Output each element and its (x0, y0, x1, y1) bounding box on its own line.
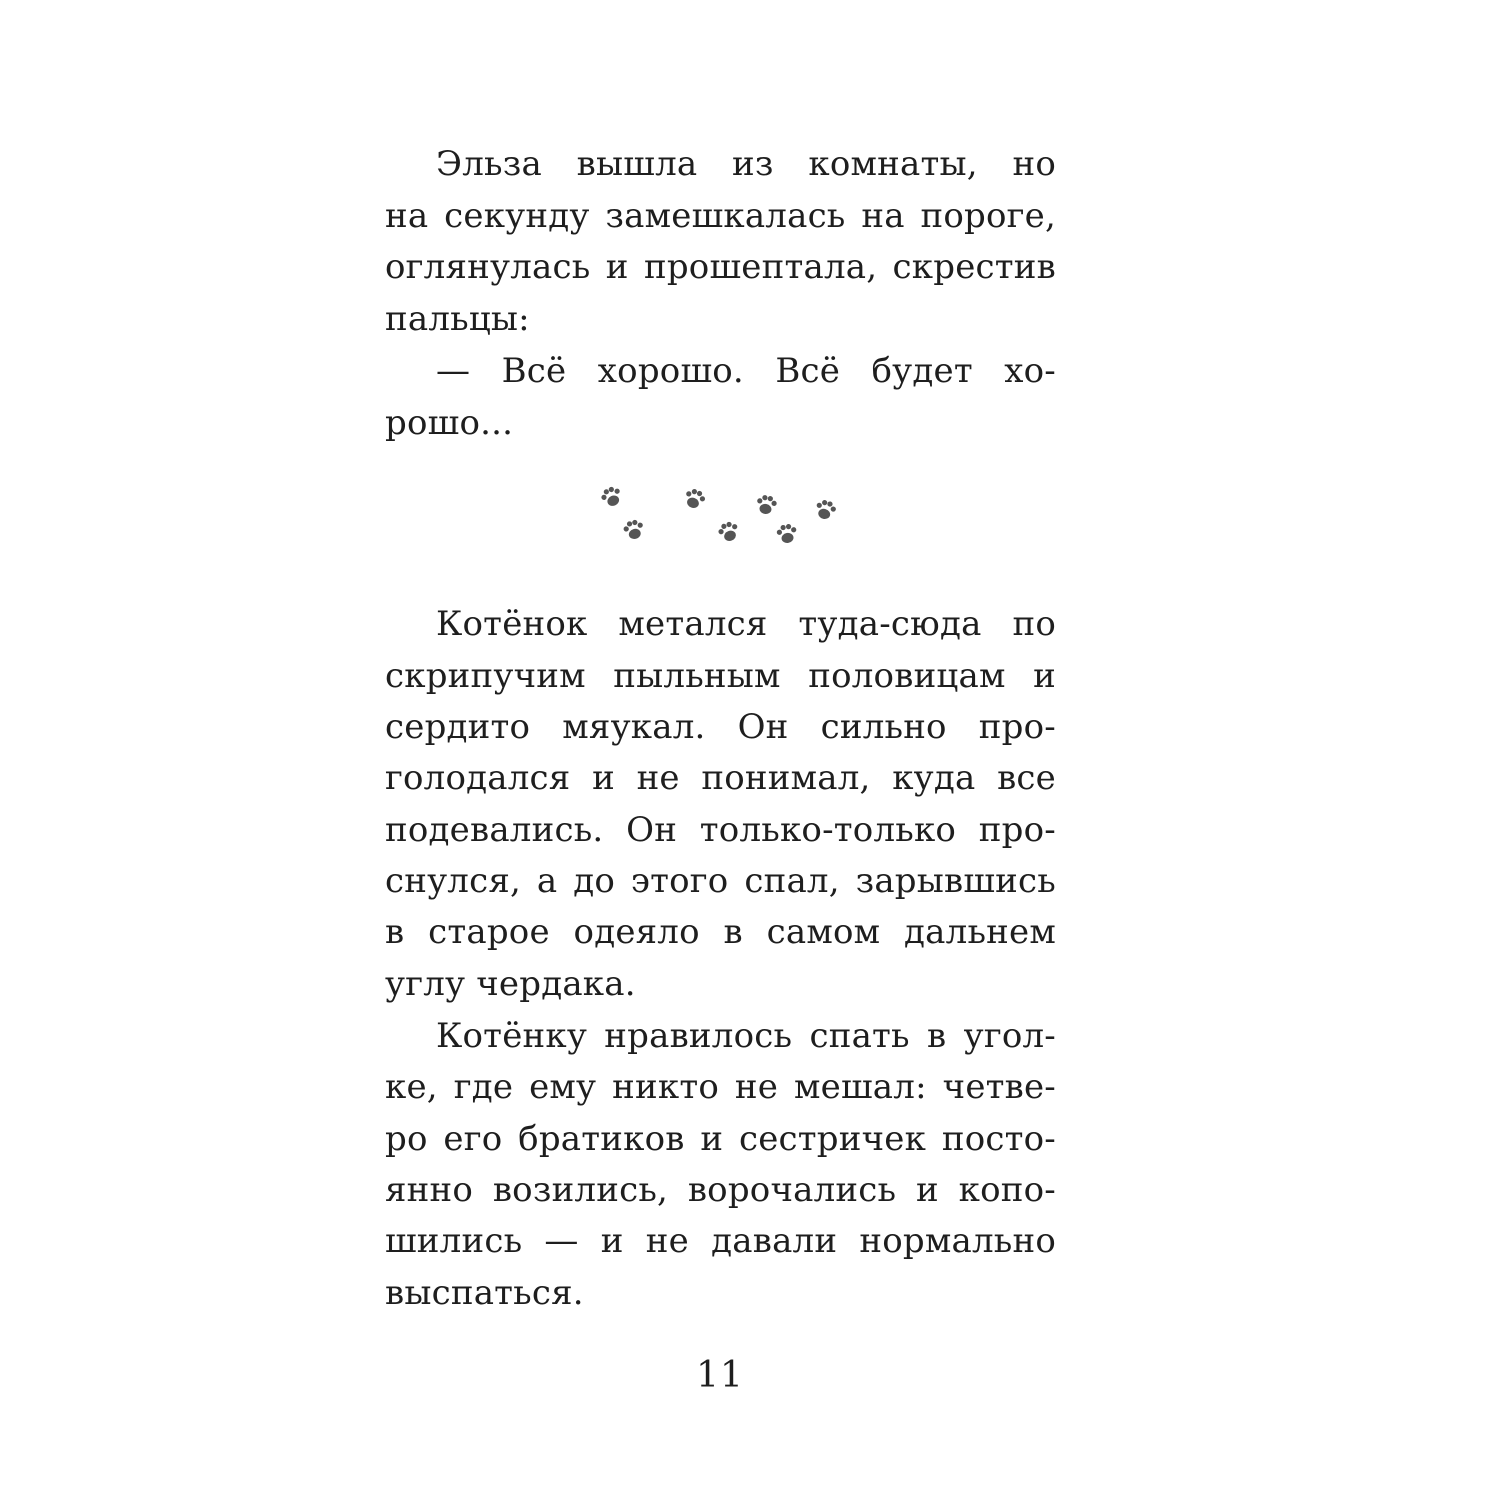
text-line: пальцы: (385, 299, 530, 339)
text-line: снулся, а до этого спал, зарывшись (385, 861, 1056, 901)
text-line: Котёнок метался туда-сюда по (436, 604, 1056, 644)
text-line: оглянулась и прошептала, скрестив (385, 247, 1056, 287)
text-line: ро его братиков и сестричек посто- (385, 1119, 1056, 1159)
text-line: выспаться. (385, 1273, 584, 1313)
text-line: сердито мяукал. Он сильно про- (385, 707, 1056, 747)
text-line: Эльза вышла из комнаты, но (436, 144, 1056, 184)
text-line: ке, где ему никто не мешал: четве- (385, 1067, 1056, 1107)
text-line: на секунду замешкалась на пороге, (385, 196, 1056, 236)
text-line: голодался и не понимал, куда все (385, 758, 1056, 798)
text-line: шились — и не давали нормально (385, 1221, 1056, 1261)
text-line: в старое одеяло в самом дальнем (385, 912, 1056, 952)
text-line: скрипучим пыльным половицам и (385, 656, 1056, 696)
text-line: янно возились, ворочались и копо- (385, 1170, 1056, 1210)
text-line: углу чердака. (385, 964, 636, 1004)
text-line: — Всё хорошо. Всё будет хо- (436, 351, 1056, 391)
text-line: рошо... (385, 403, 514, 443)
text-line: подевались. Он только-только про- (385, 810, 1056, 850)
text-line: Котёнку нравилось спать в угол- (436, 1016, 1056, 1056)
paw-prints-icon (596, 484, 844, 550)
page-number: 11 (696, 1355, 744, 1396)
